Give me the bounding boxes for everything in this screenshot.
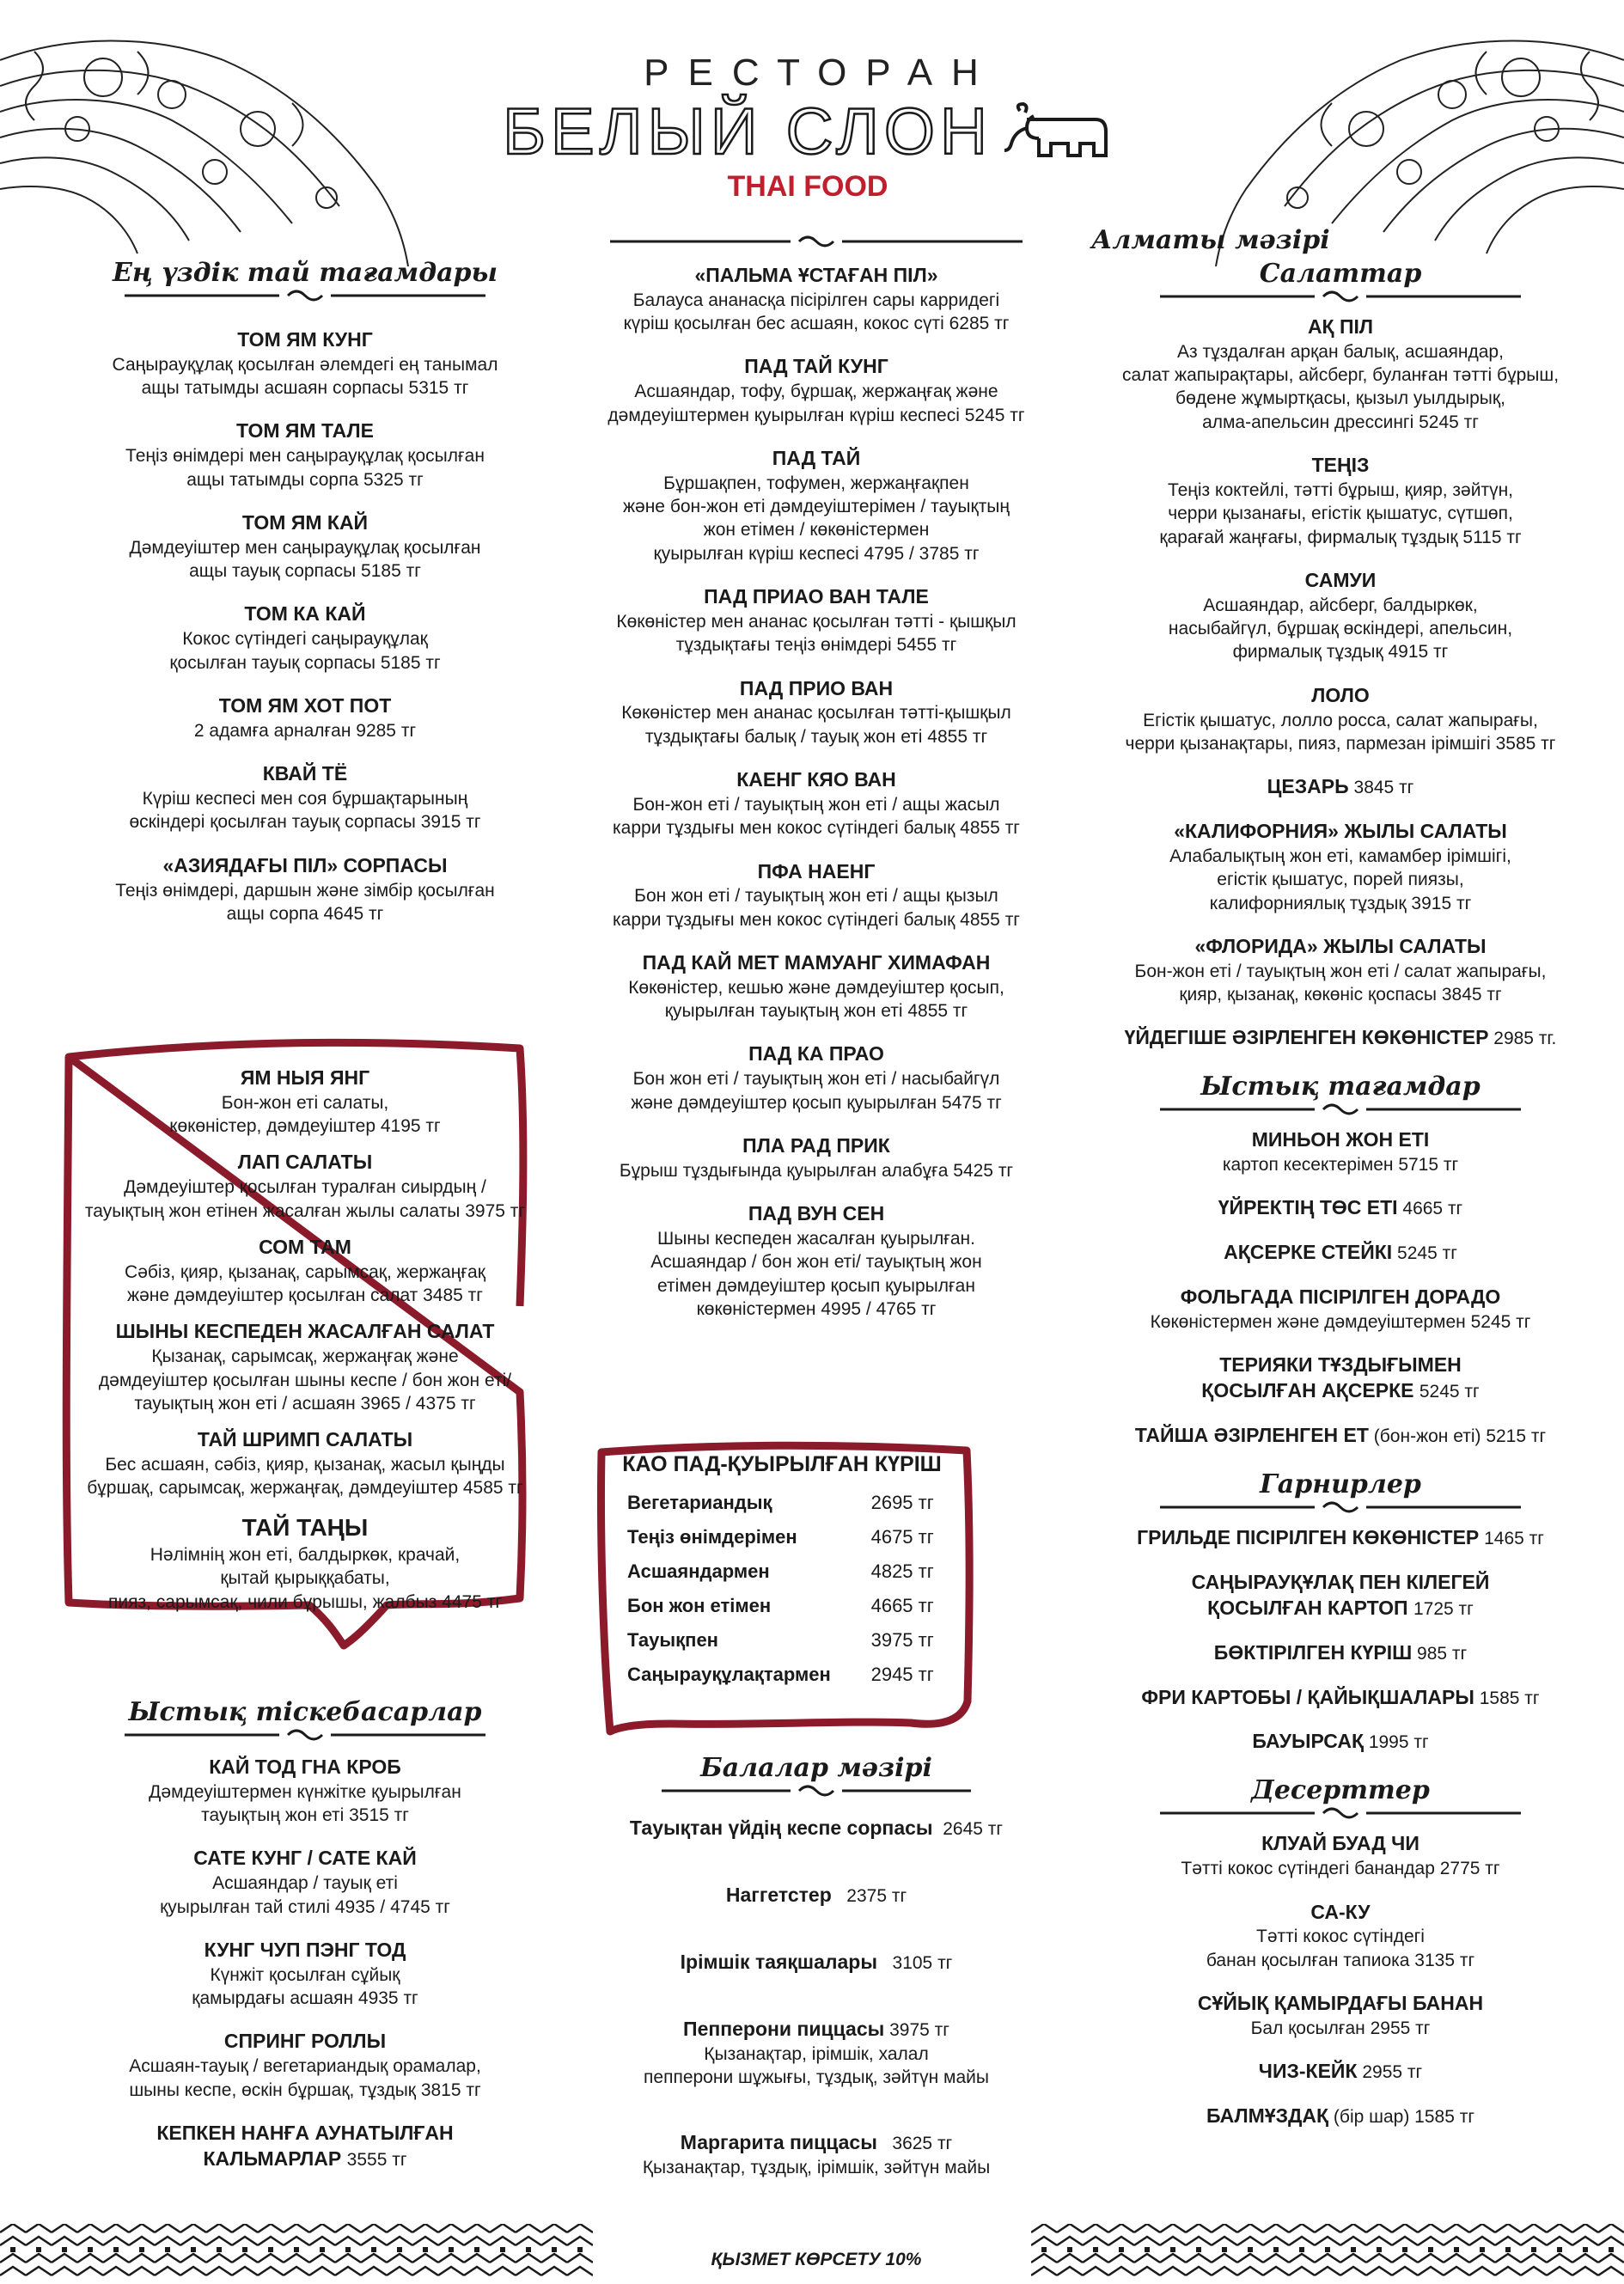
item-name: ПАД ВУН СЕН [748, 1202, 885, 1225]
table-row [627, 1589, 937, 1623]
list-item [52, 418, 559, 491]
list-item [550, 1133, 1083, 1182]
list-item [550, 446, 1083, 565]
item-desc: Теңіз өнімдері мен саңырауқұлақ қосылған ащы татымды сорпа 5325 тг [125, 446, 485, 490]
item-desc: Теңіз өнімдері, даршын және зімбір қосылған ащы сорпа 4645 тг [115, 880, 495, 924]
kids-menu-section [550, 1753, 1083, 2179]
item-desc: Сәбіз, қияр, қызанақ, сарымсақ, жержаңғақ және дәмдеуіштер қосылған салат 3485 тг [125, 1261, 485, 1306]
list-item [52, 510, 559, 583]
item-desc: Көкөністер мен ананас қосылған тәтті-қышқыл тұздықтағы балық / тауық жон еті 4855 тг [621, 703, 1011, 747]
list-item [52, 693, 559, 742]
list-item [52, 1846, 559, 1918]
item-name: ПФА НАЕНГ [757, 859, 876, 882]
item-price: 3105 тг [892, 1952, 953, 1973]
item-name: Наггетстер [725, 1883, 832, 1906]
item-desc: картоп кесектерімен 5715 тг [1222, 1155, 1459, 1176]
item-name: КАЕНГ КЯО ВАН [736, 768, 896, 791]
item-name [52, 2121, 559, 2172]
item-name [1091, 1570, 1590, 1621]
section-title-salads-text: Салаттар [1259, 259, 1422, 289]
list-item [1091, 568, 1590, 664]
item-desc: Бес асшаян, сәбіз, қияр, қызанақ, жасыл қыңды бұршақ, сарымсақ, жержаңғақ, дәмдеуіштер 4585 тг [87, 1455, 523, 1499]
list-item [550, 1201, 1083, 1321]
item-price: 1585 тг [1479, 1688, 1540, 1708]
header-kicker: РЕСТОРАН [644, 52, 998, 94]
list-item [1091, 1570, 1590, 1621]
item-price: (бір шар) 1585 тг [1333, 2107, 1474, 2128]
ornament-top-left [0, 26, 412, 284]
section-title-desserts-text: Десерттер [1251, 1775, 1430, 1806]
list-item [1091, 1025, 1590, 1051]
list-item [550, 354, 1083, 426]
kao-price: 4825 тг [870, 1560, 934, 1582]
divider-flourish [662, 1785, 971, 1797]
list-item [52, 1150, 559, 1222]
item-name: «АЗИЯДАҒЫ ПІЛ» СОРПАСЫ [162, 853, 448, 876]
item-desc: Бон жон еті / тауықтың жон еті / ащы қызыл карри тұздығы мен кокос сүтіндегі балық 4855 тг [613, 886, 1020, 930]
item-price: 2955 тг [1362, 2062, 1423, 2083]
item-name: ТЕҢІЗ [1311, 454, 1370, 477]
item-desc: Бұршақпен, тофумен, жержаңғақпен және бон-жон еті дәмдеуіштерімен / тауықтың жон етімен / көкөністермен қуырылған күріш кеспесі 4795 / 3785 тг [622, 473, 1010, 564]
item-desc: Дәмдеуіштер қосылған туралған сиырдың / тауықтың жон етінен жасалған жылы салаты 3975 тг [84, 1177, 526, 1221]
header-subtitle: THAI FOOD [727, 170, 888, 203]
item-desc: Бұрыш тұздығында қуырылған алабұға 5425 тг [619, 1160, 1014, 1181]
list-item [1091, 1900, 1590, 1972]
table-row [627, 1486, 937, 1520]
item-desc: Нәлімнің жон еті, балдыркөк, крачай, қытай қырыққабаты, пияз, сарымсақ, чили бұрышы, жалбыз 4475 тг [108, 1545, 502, 1612]
list-item [550, 1950, 1083, 1976]
service-charge-note: ҚЫЗМЕТ КӨРСЕТУ 10% [711, 2250, 922, 2269]
list-item [550, 2130, 1083, 2179]
right-column [1091, 225, 1590, 2129]
item-desc: Шыны кеспеден жасалған қуырылған. Асшаяндар / бон жон еті/ тауықтың жон етімен дәмдеуіштер қосып қуырылған көкөністермен 4995 / 4765 тг [650, 1229, 982, 1319]
list-item [52, 1235, 559, 1307]
item-name: ТАЙ ШРИМП САЛАТЫ [197, 1428, 413, 1451]
ornament-bottom-right [1031, 2224, 1624, 2284]
item-desc: Көкөністер, кешью және дәмдеуіштер қосып, қуырылған тауықтың жон еті 4855 тг [628, 977, 1004, 1022]
list-item [52, 1755, 559, 1827]
left-column [52, 258, 559, 925]
list-item [1091, 1423, 1590, 1449]
item-desc: Бон-жон еті / тауықтың жон еті / ащы жасыл карри тұздығы мен кокос сүтіндегі балық 4855 тг [613, 794, 1020, 839]
item-desc: Күріш кеспесі мен соя бұршақтарының өскіндері қосылған тауық сорпасы 3915 тг [129, 789, 481, 833]
list-item [1091, 1991, 1590, 2040]
item-name: КЛУАЙ БУАД ЧИ [1261, 1832, 1419, 1855]
section-title-hot-text: Ыстық тағамдар [1200, 1072, 1481, 1102]
item-name: МИНЬОН ЖОН ЕТІ [1251, 1128, 1430, 1151]
item-price: 1995 тг [1368, 1732, 1429, 1753]
section-title-best-text: Ең үздік тай тағамдары [112, 258, 498, 288]
list-item [1091, 1525, 1590, 1551]
list-item [550, 859, 1083, 931]
list-item [1091, 1240, 1590, 1266]
list-item [1091, 683, 1590, 755]
item-desc: Бон-жон еті салаты, көкөністер, дәмдеуіштер 4195 тг [169, 1092, 441, 1137]
kao-price: 4675 тг [870, 1526, 934, 1548]
list-item [1091, 1831, 1590, 1880]
item-desc: Теңіз коктейлі, тәтті бұрыш, қияр, зәйтүн, черри қызанағы, егістік қышатус, сүтшөп, қарағай жаңғағы, фирмалық тұздық 5115 тг [1159, 479, 1522, 547]
list-item [1091, 1685, 1590, 1711]
kao-dish: Асшаяндармен [627, 1560, 770, 1582]
kao-price: 2695 тг [870, 1492, 934, 1513]
item-name: Маргарита пиццасы [680, 2131, 877, 2154]
item-price: (бон-жон еті) 5215 тг [1373, 1426, 1547, 1447]
table-row [627, 1623, 937, 1658]
menu-title: Алматы мәзірі [1091, 225, 1330, 255]
item-name: ПАД КАЙ МЕТ МАМУАНГ ХИМАФАН [642, 950, 991, 974]
item-price: 4665 тг [1402, 1199, 1463, 1219]
item-price: 2645 тг [943, 1819, 1004, 1839]
table-row [627, 1554, 937, 1589]
item-desc: Тәтті кокос сүтіндегі банандар 2775 тг [1181, 1859, 1500, 1879]
item-name-text: ТЕРИЯКИ ТҰЗДЫҒЫМЕН ҚОСЫЛҒАН АҚСЕРКЕ [1201, 1353, 1462, 1402]
list-item [1091, 1729, 1590, 1755]
list-item [1091, 819, 1590, 915]
list-item [1091, 774, 1590, 800]
kao-price: 3975 тг [870, 1629, 934, 1651]
item-name: Пепперони пиццасы [683, 2017, 885, 2040]
item-desc: Күнжіт қосылған сұйық қамырдағы асшаян 4935 тг [192, 1964, 418, 2009]
kao-dish: Тауықпен [627, 1629, 718, 1651]
kao-price: 4665 тг [870, 1595, 934, 1616]
item-name: БӨКТІРІЛГЕН КҮРІШ [1213, 1640, 1413, 1664]
list-item [550, 263, 1083, 335]
section-title-salads [1091, 259, 1590, 309]
item-name: ФОЛЬГАДА ПІСІРІЛГЕН ДОРАДО [1180, 1286, 1501, 1309]
list-item [550, 1816, 1083, 1841]
item-desc: Кокос сүтіндегі саңырауқұлақ қосылған тауық сорпасы 5185 тг [169, 629, 441, 673]
list-item [52, 1319, 559, 1415]
list-item [52, 602, 559, 674]
list-item [1091, 1195, 1590, 1221]
item-desc: Көкөністер мен ананас қосылған тәтті - қышқыл тұздықтағы теңіз өнімдері 5455 тг [616, 611, 1017, 656]
item-price: 985 тг [1417, 1643, 1468, 1664]
list-item [550, 676, 1083, 748]
item-desc: Асшаяндар, тофу, бұршақ, жержаңғақ және дәмдеуіштермен қуырылған күріш кеспесі 5245 тг [607, 382, 1025, 425]
item-name-text: КЕПКЕН НАНҒА АУНАТЫЛҒАН КАЛЬМАРЛАР [156, 2121, 454, 2170]
item-desc: Дәмдеуіштер мен саңырауқұлақ қосылған ащы тауық сорпасы 5185 тг [129, 537, 481, 582]
kao-pad-section [584, 1452, 980, 1692]
item-name: ТОМ ЯМ ХОТ ПОТ [218, 693, 392, 717]
list-item [550, 1883, 1083, 1908]
item-name: ТАЙ ТАҢЫ [241, 1513, 369, 1541]
item-name: «КАЛИФОРНИЯ» ЖЫЛЫ САЛАТЫ [1174, 820, 1507, 843]
item-name: БАУЫРСАҚ [1252, 1730, 1364, 1753]
list-item [550, 1041, 1083, 1114]
list-item [550, 767, 1083, 840]
item-name: ЧИЗ-КЕЙК [1258, 2060, 1358, 2083]
section-title-best [52, 258, 559, 308]
item-name: Тауықтан үйдің кеспе сорпасы [629, 1817, 933, 1839]
item-desc: Қызанақ, сарымсақ, жержаңғақ және дәмдеуіштер қосылған шыны кеспе / бон жон еті/ тауықтың жон еті / асшаян 3965 / 4375 тг [98, 1347, 512, 1414]
list-item [550, 950, 1083, 1023]
section-title-hot-snacks [52, 1697, 559, 1748]
section-title-kids [550, 1753, 1083, 1804]
kao-dish: Саңырауқұлақтармен [627, 1664, 831, 1685]
item-name: СОМ ТАМ [259, 1235, 351, 1258]
item-desc: Қызанақтар, тұздық, ірімшік, зәйтүн майы [642, 2158, 991, 2178]
kao-pad-table [627, 1486, 937, 1692]
item-price: 3625 тг [892, 2134, 953, 2154]
item-name: ПАД ПРИАО ВАН ТАЛЕ [704, 585, 929, 608]
item-name: ПЛА РАД ПРИК [742, 1133, 890, 1157]
item-price: 3845 тг [1353, 778, 1414, 798]
item-price: 5245 тг [1397, 1243, 1457, 1264]
item-name: КВАЙ ТЁ [262, 762, 348, 785]
kao-dish: Бон жон етімен [627, 1595, 772, 1616]
item-name: ТОМ ЯМ КУНГ [237, 328, 373, 351]
item-name: СПРИНГ РОЛЛЫ [223, 2030, 387, 2053]
item-desc: 2 адамға арналған 9285 тг [193, 720, 417, 741]
list-item [52, 327, 559, 400]
divider-flourish [610, 235, 1023, 247]
item-desc: Тәтті кокос сүтіндегі банан қосылған тапиока 3135 тг [1206, 1927, 1475, 1970]
list-item [52, 853, 559, 925]
kao-dish: Вегетариандық [627, 1492, 772, 1513]
item-desc: Асшаян-тауық / вегетариандық орамалар, шыны кеспе, өскін бұршақ, тұздық 3815 тг [129, 2056, 481, 2100]
list-item [1091, 934, 1590, 1006]
item-desc: Аз тұздалған арқан балық, асшаяндар, салат жапырақтары, айсберг, буланған тәтті бұрыш, бөдене жұмыртқасы, қызыл уылдырық, алма-апельсин дрессингі 5245 тг [1121, 341, 1560, 432]
kao-pad-title: КАО ПАД-ҚУЫРЫЛҒАН КҮРІШ [622, 1452, 942, 1476]
item-name: ТОМ ЯМ ТАЛЕ [236, 419, 374, 443]
kao-price: 2945 тг [870, 1664, 934, 1685]
item-desc: Асшаяндар / тауық еті қуырылған тай стилі 4935 / 4745 тг [160, 1873, 450, 1917]
list-item [52, 1512, 559, 1614]
item-name: ЯМ НЫЯ ЯНГ [240, 1066, 370, 1089]
item-name: ЦЕЗАРЬ [1267, 775, 1349, 798]
item-desc: Асшаяндар, айсберг, балдыркөк, насыбайгүл, бұршақ өскіндері, апельсин, фирмалық тұздық 4915 тг [1168, 595, 1513, 663]
divider-flourish [125, 1729, 485, 1741]
item-name: ЛАП САЛАТЫ [237, 1151, 373, 1174]
table-row [627, 1520, 937, 1554]
section-title-desserts [1091, 1775, 1590, 1826]
elephant-icon [1001, 102, 1113, 162]
list-item [52, 1066, 559, 1138]
list-item [1091, 2059, 1590, 2085]
item-name: ГРИЛЬДЕ ПІСІРІЛГЕН КӨКӨНІСТЕР [1137, 1526, 1480, 1548]
item-desc: Бал қосылған 2955 тг [1250, 2018, 1431, 2038]
list-item [52, 2121, 559, 2172]
item-price: 3975 тг [889, 2019, 949, 2040]
divider-flourish [1160, 1807, 1521, 1819]
list-item [52, 761, 559, 834]
item-name: СА-КУ [1310, 1900, 1371, 1923]
item-price: 1465 тг [1484, 1529, 1544, 1548]
middle-column [550, 234, 1083, 1321]
restaurant-header [481, 52, 1134, 204]
list-item [52, 1938, 559, 2010]
item-name: БАЛМҰЗДАҚ [1206, 2104, 1329, 2128]
section-title-hot [1091, 1072, 1590, 1122]
list-item [52, 1427, 559, 1499]
item-name: СҰЙЫҚ ҚАМЫРДАҒЫ БАНАН [1197, 1992, 1484, 2015]
section-title-kids-text: Балалар мәзірі [700, 1753, 932, 1783]
list-item [1091, 1285, 1590, 1334]
item-name: ШЫНЫ КЕСПЕДЕН ЖАСАЛҒАН САЛАТ [115, 1320, 495, 1343]
item-name-text: САҢЫРАУҚҰЛАҚ ПЕН КІЛЕГЕЙ ҚОСЫЛҒАН КАРТОП [1191, 1570, 1490, 1619]
list-item [1091, 1353, 1590, 1404]
divider-flourish [1160, 290, 1521, 302]
item-name: ҮЙДЕГІШЕ ӘЗІРЛЕНГЕН КӨКӨНІСТЕР [1124, 1026, 1489, 1049]
item-name: «ФЛОРИДА» ЖЫЛЫ САЛАТЫ [1194, 934, 1487, 957]
item-price: 3555 тг [346, 2149, 407, 2170]
item-name: Ірімшік таяқшалары [680, 1950, 877, 1973]
list-item [1091, 1127, 1590, 1176]
divider-flourish [1160, 1103, 1521, 1115]
item-name: ПАД ПРИО ВАН [739, 676, 894, 699]
brand-name: БЕЛЫЙ СЛОН [503, 95, 992, 168]
item-price: 2985 тг. [1493, 1029, 1557, 1049]
best-list [52, 327, 559, 925]
item-desc: Бон-жон еті / тауықтың жон еті / салат жапырағы, қияр, қызанақ, көкөніс қоспасы 3845 тг [1134, 961, 1547, 1005]
section-title-hot-snacks-text: Ыстық тіскебасарлар [128, 1697, 482, 1727]
item-desc: Алабалықтың жон еті, камамбер ірімшігі, егістік қышатус, порей пиязы, калифорниялық тұздық 3915 тг [1169, 846, 1511, 913]
item-name: ТОМ КА КАЙ [244, 602, 366, 626]
item-desc: Егістік қышатус, лолло росса, салат жапырағы, черри қызанақтары, пияз, пармезан ірімшігі 3585 тг [1125, 710, 1556, 754]
hot-snacks-section [52, 1697, 559, 2172]
list-item [1091, 1640, 1590, 1666]
item-name: АҚ ПІЛ [1307, 315, 1374, 338]
item-name: ҮЙРЕКТІҢ ТӨС ЕТІ [1218, 1196, 1398, 1219]
item-desc: Балауса ананасқа пісірілген сары карридегі күріш қосылған бес асшаян, кокос сүті 6285 тг [623, 290, 1010, 334]
item-name: ТАЙША ӘЗІРЛЕНГЕН ЕТ [1134, 1424, 1369, 1447]
item-name: ФРИ КАРТОБЫ / ҚАЙЫҚШАЛАРЫ [1141, 1685, 1474, 1708]
item-desc: Қызанақтар, ірімшік, халал пепперони шұжығы, тұздық, зәйтүн майы [644, 2043, 989, 2087]
boxed-specials [52, 1066, 559, 1614]
item-name: «ПАЛЬМА ҰСТАҒАН ПІЛ» [694, 264, 938, 286]
item-name: ПАД КА ПРАО [748, 1042, 884, 1066]
item-desc: Саңырауқұлақ қосылған әлемдегі ең танымал ащы татымды асшаян сорпасы 5315 тг [112, 354, 498, 399]
list-item [1091, 453, 1590, 549]
item-name: КАЙ ТОД ГНА КРОБ [209, 1756, 401, 1778]
list-item [1091, 2104, 1590, 2129]
item-price: 1725 тг [1413, 1598, 1474, 1619]
list-item [550, 584, 1083, 656]
item-desc: Көкөністермен және дәмдеуіштермен 5245 тг [1150, 1312, 1531, 1333]
table-row [627, 1658, 937, 1692]
item-name: КУНГ ЧУП ПЭНГ ТОД [204, 1938, 406, 1961]
item-name: ЛОЛО [1311, 683, 1370, 706]
item-name: ПАД ТАЙ КУНГ [744, 355, 888, 378]
item-name: ТОМ ЯМ КАЙ [241, 510, 369, 534]
item-desc: Бон жон еті / тауықтың жон еті / насыбайгүл және дәмдеуіштер қосып қуырылған 5475 тг [631, 1069, 1002, 1113]
item-desc: Дәмдеуіштермен күнжітке қуырылған тауықтың жон еті 3515 тг [149, 1781, 461, 1826]
brand-row [481, 95, 1134, 168]
section-title-sides [1091, 1469, 1590, 1520]
section-title-sides-text: Гарнирлер [1260, 1469, 1421, 1499]
list-item [52, 2029, 559, 2101]
item-price: 2375 тг [846, 1885, 907, 1906]
item-name: ПАД ТАЙ [772, 446, 861, 469]
item-price: 5245 тг [1419, 1382, 1480, 1402]
divider-flourish [125, 290, 485, 302]
item-name: АҚСЕРКЕ СТЕЙКІ [1224, 1241, 1393, 1264]
item-name: САТЕ КУНГ / САТЕ КАЙ [193, 1847, 417, 1870]
list-item [550, 2017, 1083, 2089]
item-name [1091, 1353, 1590, 1404]
divider-flourish [1160, 1501, 1521, 1513]
kao-dish: Теңіз өнімдерімен [627, 1526, 797, 1548]
item-name: САМУИ [1304, 568, 1377, 591]
ornament-bottom-left [0, 2224, 593, 2284]
list-item [1091, 315, 1590, 434]
